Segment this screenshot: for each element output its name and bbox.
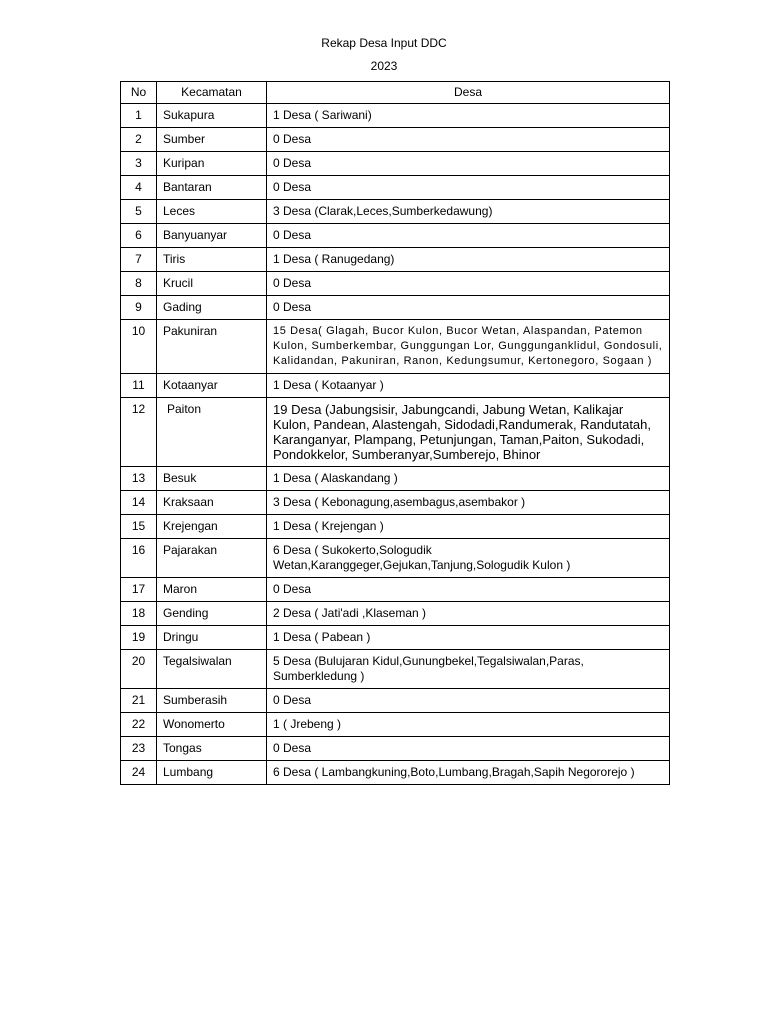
row-desa: 1 Desa ( Pabean )	[267, 626, 670, 650]
row-no: 11	[121, 374, 157, 398]
row-desa: 0 Desa	[267, 689, 670, 713]
row-no: 12	[121, 398, 157, 467]
row-desa: 0 Desa	[267, 737, 670, 761]
table-row	[121, 224, 670, 248]
row-kecamatan: Dringu	[157, 626, 267, 650]
table-row	[121, 713, 670, 737]
table-row	[121, 152, 670, 176]
row-no: 7	[121, 248, 157, 272]
row-kecamatan: Tongas	[157, 737, 267, 761]
row-no: 9	[121, 296, 157, 320]
row-no: 8	[121, 272, 157, 296]
row-desa: 0 Desa	[267, 296, 670, 320]
row-kecamatan: Pakuniran	[157, 320, 267, 374]
table-row	[121, 296, 670, 320]
row-no: 2	[121, 128, 157, 152]
row-desa: 0 Desa	[267, 578, 670, 602]
row-kecamatan: Kraksaan	[157, 491, 267, 515]
rekap-table	[120, 81, 670, 785]
table-row	[121, 650, 670, 689]
row-desa: 1 ( Jrebeng )	[267, 713, 670, 737]
table-row	[121, 320, 670, 374]
row-desa: 3 Desa (Clarak,Leces,Sumberkedawung)	[267, 200, 670, 224]
table-row	[121, 467, 670, 491]
row-no: 5	[121, 200, 157, 224]
document-year: 2023	[370, 59, 398, 73]
table-row	[121, 398, 670, 467]
table-row	[121, 578, 670, 602]
row-kecamatan: Leces	[157, 200, 267, 224]
table-row	[121, 761, 670, 785]
row-kecamatan: Bantaran	[157, 176, 267, 200]
table-row	[121, 176, 670, 200]
row-kecamatan: Sukapura	[157, 104, 267, 128]
row-no: 21	[121, 689, 157, 713]
row-no: 3	[121, 152, 157, 176]
table-row	[121, 374, 670, 398]
row-desa: 0 Desa	[267, 272, 670, 296]
row-no: 17	[121, 578, 157, 602]
row-desa: 19 Desa (Jabungsisir, Jabungcandi, Jabung Wetan, Kalikajar Kulon, Pandean, Alastengah, Sidodadi,Randumerak, Randutatah, Karanganyar, Plampang, Petunjungan, Taman,Paiton, Sukodadi, Pondokkelor, Sumberanyar,Sumberejo, Bhinor	[267, 398, 670, 467]
row-no: 22	[121, 713, 157, 737]
row-desa: 6 Desa ( Lambangkuning,Boto,Lumbang,Bragah,Sapih Negororejo )	[267, 761, 670, 785]
row-desa: 0 Desa	[267, 152, 670, 176]
row-kecamatan: Maron	[157, 578, 267, 602]
row-desa: 0 Desa	[267, 128, 670, 152]
row-no: 18	[121, 602, 157, 626]
table-row	[121, 200, 670, 224]
row-no: 4	[121, 176, 157, 200]
row-desa: 1 Desa ( Alaskandang )	[267, 467, 670, 491]
row-kecamatan: Tiris	[157, 248, 267, 272]
row-kecamatan: Besuk	[157, 467, 267, 491]
row-no: 14	[121, 491, 157, 515]
header-no: No	[121, 82, 157, 104]
row-desa: 1 Desa ( Ranugedang)	[267, 248, 670, 272]
row-desa: 0 Desa	[267, 176, 670, 200]
table-row	[121, 491, 670, 515]
row-desa: 1 Desa ( Krejengan )	[267, 515, 670, 539]
table-row	[121, 515, 670, 539]
table-row	[121, 689, 670, 713]
row-no: 19	[121, 626, 157, 650]
row-desa: 2 Desa ( Jati'adi ,Klaseman )	[267, 602, 670, 626]
row-desa: 1 Desa ( Kotaanyar )	[267, 374, 670, 398]
table-row	[121, 737, 670, 761]
row-no: 1	[121, 104, 157, 128]
row-no: 15	[121, 515, 157, 539]
row-kecamatan: Wonomerto	[157, 713, 267, 737]
row-kecamatan: Banyuanyar	[157, 224, 267, 248]
row-kecamatan: Gending	[157, 602, 267, 626]
row-no: 20	[121, 650, 157, 689]
header-desa: Desa	[267, 82, 670, 104]
row-no: 6	[121, 224, 157, 248]
row-kecamatan: Paiton	[157, 398, 267, 467]
row-kecamatan: Krejengan	[157, 515, 267, 539]
table-row	[121, 248, 670, 272]
row-kecamatan: Krucil	[157, 272, 267, 296]
row-kecamatan: Tegalsiwalan	[157, 650, 267, 689]
row-kecamatan: Kuripan	[157, 152, 267, 176]
row-kecamatan: Sumber	[157, 128, 267, 152]
row-no: 24	[121, 761, 157, 785]
table-header-row	[121, 82, 670, 104]
row-desa: 15 Desa( Glagah, Bucor Kulon, Bucor Wetan, Alaspandan, Patemon Kulon, Sumberkembar, Gunggungan Lor, Gunggunganklidul, Gondosuli, Kalidandan, Pakuniran, Ranon, Kedungsumur, Kertonegoro, Sogaan )	[267, 320, 670, 374]
row-kecamatan: Kotaanyar	[157, 374, 267, 398]
row-no: 16	[121, 539, 157, 578]
row-kecamatan: Lumbang	[157, 761, 267, 785]
row-kecamatan: Pajarakan	[157, 539, 267, 578]
row-no: 23	[121, 737, 157, 761]
row-kecamatan: Gading	[157, 296, 267, 320]
table-row	[121, 626, 670, 650]
table-row	[121, 128, 670, 152]
row-desa: 6 Desa ( Sukokerto,Sologudik Wetan,Karanggeger,Gejukan,Tanjung,Sologudik Kulon )	[267, 539, 670, 578]
row-desa: 3 Desa ( Kebonagung,asembagus,asembakor )	[267, 491, 670, 515]
table-row	[121, 272, 670, 296]
row-desa: 5 Desa (Bulujaran Kidul,Gunungbekel,Tegalsiwalan,Paras, Sumberkledung )	[267, 650, 670, 689]
table-row	[121, 602, 670, 626]
table-row	[121, 104, 670, 128]
header-kecamatan: Kecamatan	[157, 82, 267, 104]
row-desa: 0 Desa	[267, 224, 670, 248]
document-title: Rekap Desa Input DDC	[321, 36, 447, 50]
row-kecamatan: Sumberasih	[157, 689, 267, 713]
row-desa: 1 Desa ( Sariwani)	[267, 104, 670, 128]
row-no: 13	[121, 467, 157, 491]
table-row	[121, 539, 670, 578]
row-no: 10	[121, 320, 157, 374]
